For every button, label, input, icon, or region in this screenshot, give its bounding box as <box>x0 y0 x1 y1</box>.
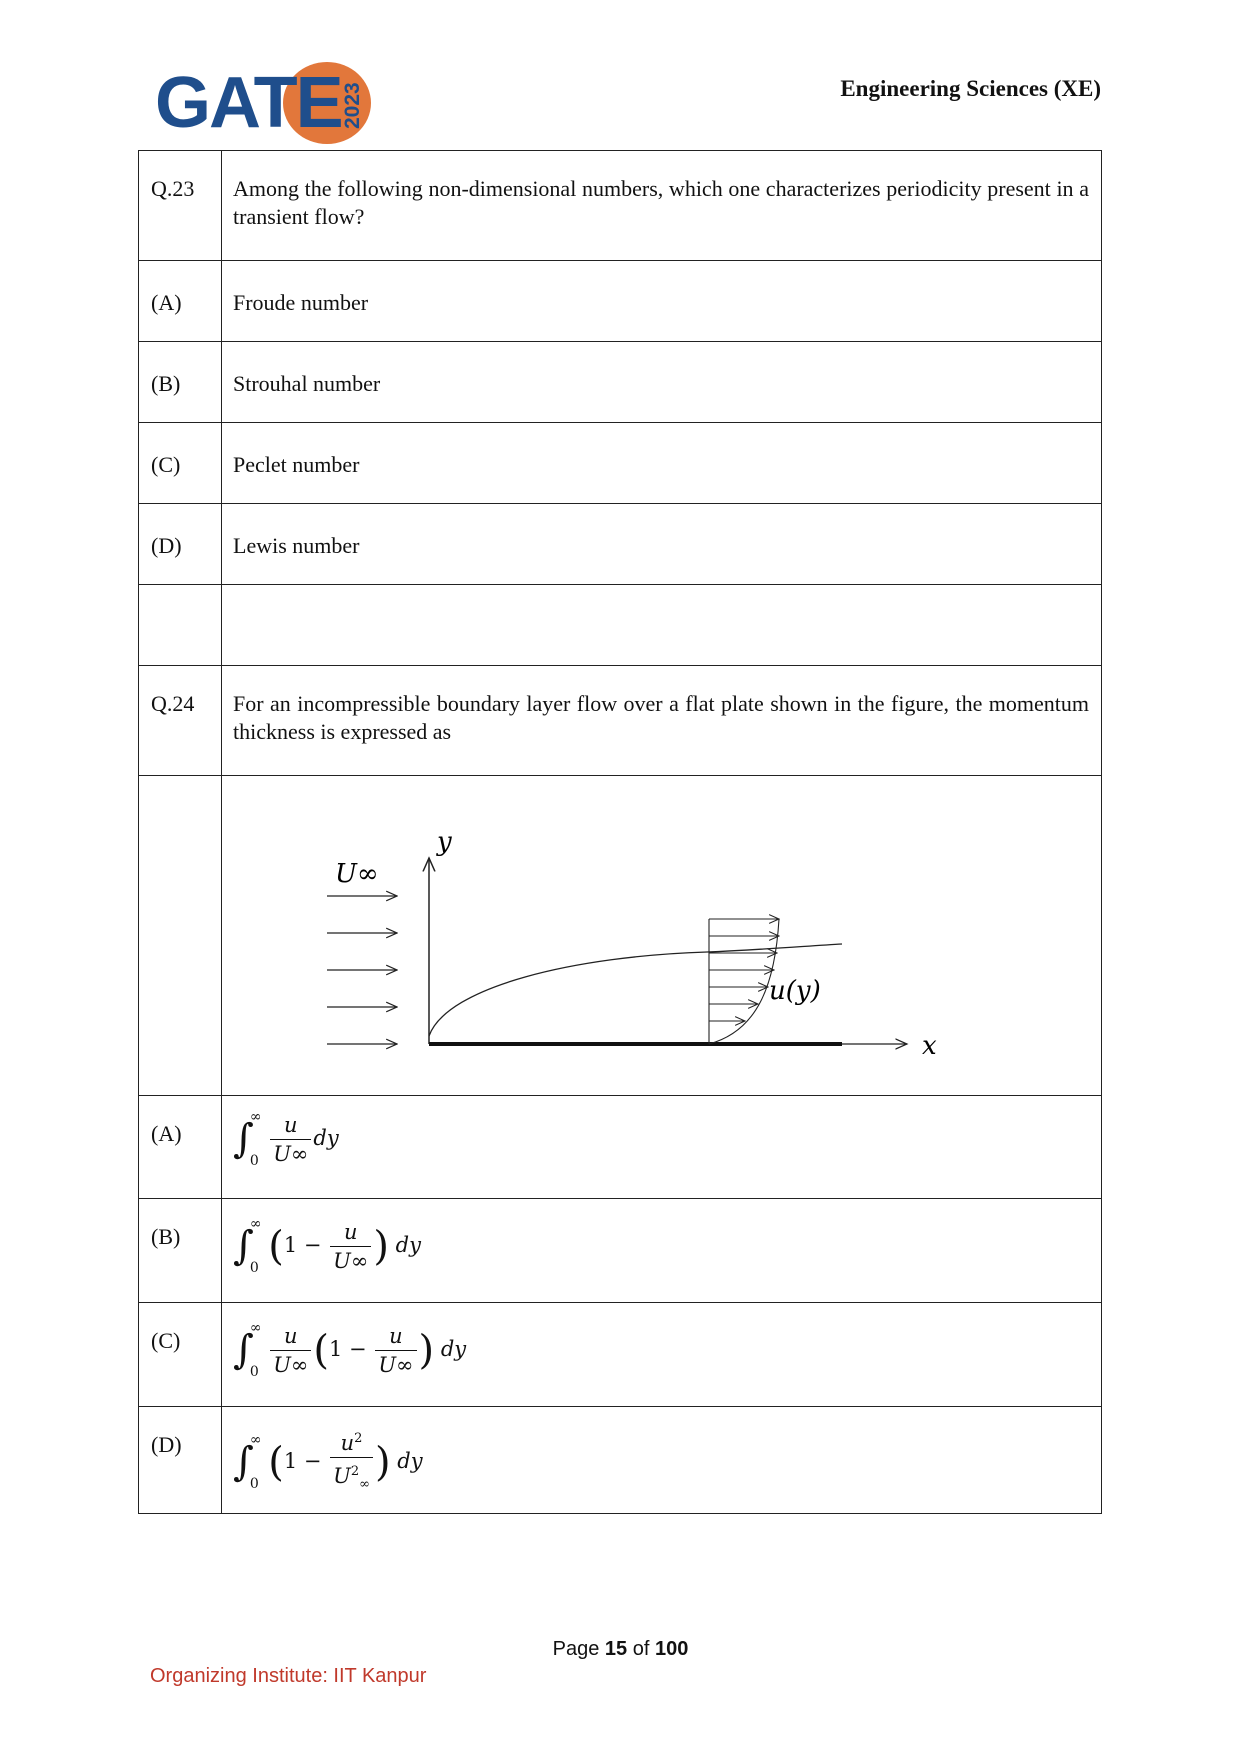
page-of: of <box>627 1638 655 1660</box>
denominator: U∞ <box>270 1350 311 1379</box>
organizer-text: Organizing Institute: IIT Kanpur <box>150 1665 427 1687</box>
upper-limit: ∞ <box>249 1432 262 1449</box>
formula-d <box>233 1431 423 1493</box>
option-text: Lewis number <box>222 504 1102 585</box>
subject-title: Engineering Sciences (XE) <box>840 76 1101 101</box>
option-text: Strouhal number <box>222 342 1102 423</box>
denominator <box>330 1457 373 1499</box>
empty-cell <box>139 776 222 1096</box>
page-current: 15 <box>604 1638 628 1660</box>
free-stream-label: U∞ <box>335 859 379 889</box>
option-label: (B) <box>139 342 222 423</box>
differential: dy <box>395 1232 421 1257</box>
q23-number: Q.23 <box>139 151 222 261</box>
lower-limit: 0 <box>249 1260 259 1276</box>
q24-text: For an incompressible boundary layer flow over a flat plate shown in the figure, the momentum thickness is expressed as <box>222 666 1102 776</box>
exponent: 2 <box>350 1464 360 1479</box>
differential: dy <box>397 1448 423 1473</box>
integral-sign: ∫ <box>233 1327 254 1373</box>
q24-number: Q.24 <box>139 666 222 776</box>
boundary-layer-diagram <box>317 816 1037 1066</box>
formula-b <box>233 1216 421 1276</box>
q24-option-a <box>139 1096 1102 1199</box>
paren-close: ) <box>418 1327 435 1373</box>
logo-text: GATE <box>155 63 342 143</box>
one-minus: 1 − <box>329 1336 367 1361</box>
paren-open: ( <box>268 1223 284 1269</box>
profile-label: u(y) <box>769 976 821 1006</box>
fraction <box>330 1218 371 1275</box>
gate-logo <box>155 58 375 148</box>
q23-option-d <box>139 504 1102 585</box>
option-label: (C) <box>139 1303 222 1407</box>
logo-year: 2023 <box>341 82 364 130</box>
fraction <box>330 1425 373 1499</box>
upper-limit: ∞ <box>249 1320 262 1336</box>
option-label: (D) <box>139 504 222 585</box>
numerator <box>330 1425 373 1457</box>
lower-limit: 0 <box>249 1476 259 1493</box>
page-prefix: Page <box>552 1638 605 1660</box>
differential: dy <box>440 1336 467 1361</box>
free-stream-arrows <box>327 896 397 1044</box>
one-minus: 1 − <box>283 1232 322 1257</box>
subscript: ∞ <box>359 1477 370 1493</box>
empty-cell <box>139 585 222 666</box>
option-formula <box>222 1407 1102 1514</box>
numerator: u <box>284 1323 298 1348</box>
q23-text: Among the following non-dimensional numbers, which one characterizes periodicity present in a transient flow? <box>222 151 1102 261</box>
q24-option-b <box>139 1199 1102 1303</box>
paren-open: ( <box>268 1439 284 1486</box>
q24-option-d <box>139 1407 1102 1514</box>
denominator: U∞ <box>375 1350 416 1379</box>
question-table <box>138 150 1102 1514</box>
integral-sign: ∫ <box>233 1439 254 1486</box>
paren-close: ) <box>373 1223 389 1269</box>
fraction <box>270 1322 311 1379</box>
option-formula <box>222 1096 1102 1199</box>
lower-limit: 0 <box>249 1153 259 1169</box>
U-symbol: U <box>333 1464 351 1488</box>
fraction <box>375 1322 416 1379</box>
option-text: Froude number <box>222 261 1102 342</box>
q24-option-c <box>139 1303 1102 1407</box>
boundary-layer-figure <box>222 776 1102 1096</box>
denominator: U∞ <box>270 1139 311 1168</box>
y-axis-label: y <box>437 827 452 857</box>
denominator: U∞ <box>330 1246 371 1275</box>
paren-close: ) <box>374 1439 391 1486</box>
formula-c <box>233 1320 467 1380</box>
spacer-row <box>139 585 1102 666</box>
q23-option-c <box>139 423 1102 504</box>
q24-row <box>139 666 1102 776</box>
option-label: (C) <box>139 423 222 504</box>
numerator: u <box>343 1219 358 1244</box>
numerator: u <box>389 1323 403 1348</box>
exponent: 2 <box>354 1431 363 1446</box>
option-label: (A) <box>139 261 222 342</box>
one-minus: 1 − <box>283 1448 322 1473</box>
option-formula <box>222 1303 1102 1407</box>
option-label: (B) <box>139 1199 222 1303</box>
q24-figure-row <box>139 776 1102 1096</box>
option-label: (D) <box>139 1407 222 1514</box>
fraction <box>270 1111 311 1168</box>
lower-limit: 0 <box>249 1364 259 1380</box>
page-total: 100 <box>654 1638 689 1660</box>
paren-open: ( <box>313 1327 330 1373</box>
q23-option-a <box>139 261 1102 342</box>
option-formula <box>222 1199 1102 1303</box>
x-axis-label: x <box>922 1031 937 1061</box>
integral-sign: ∫ <box>233 1223 254 1269</box>
upper-limit: ∞ <box>249 1109 262 1125</box>
option-label: (A) <box>139 1096 222 1199</box>
page-number <box>0 1638 1241 1661</box>
u-symbol: u <box>340 1431 355 1455</box>
formula-a <box>233 1109 339 1169</box>
q23-row <box>139 151 1102 261</box>
differential: dy <box>313 1125 339 1150</box>
numerator: u <box>284 1112 298 1137</box>
empty-cell <box>222 585 1102 666</box>
q23-option-b <box>139 342 1102 423</box>
integral-sign: ∫ <box>233 1116 254 1162</box>
upper-limit: ∞ <box>249 1216 262 1232</box>
option-text: Peclet number <box>222 423 1102 504</box>
